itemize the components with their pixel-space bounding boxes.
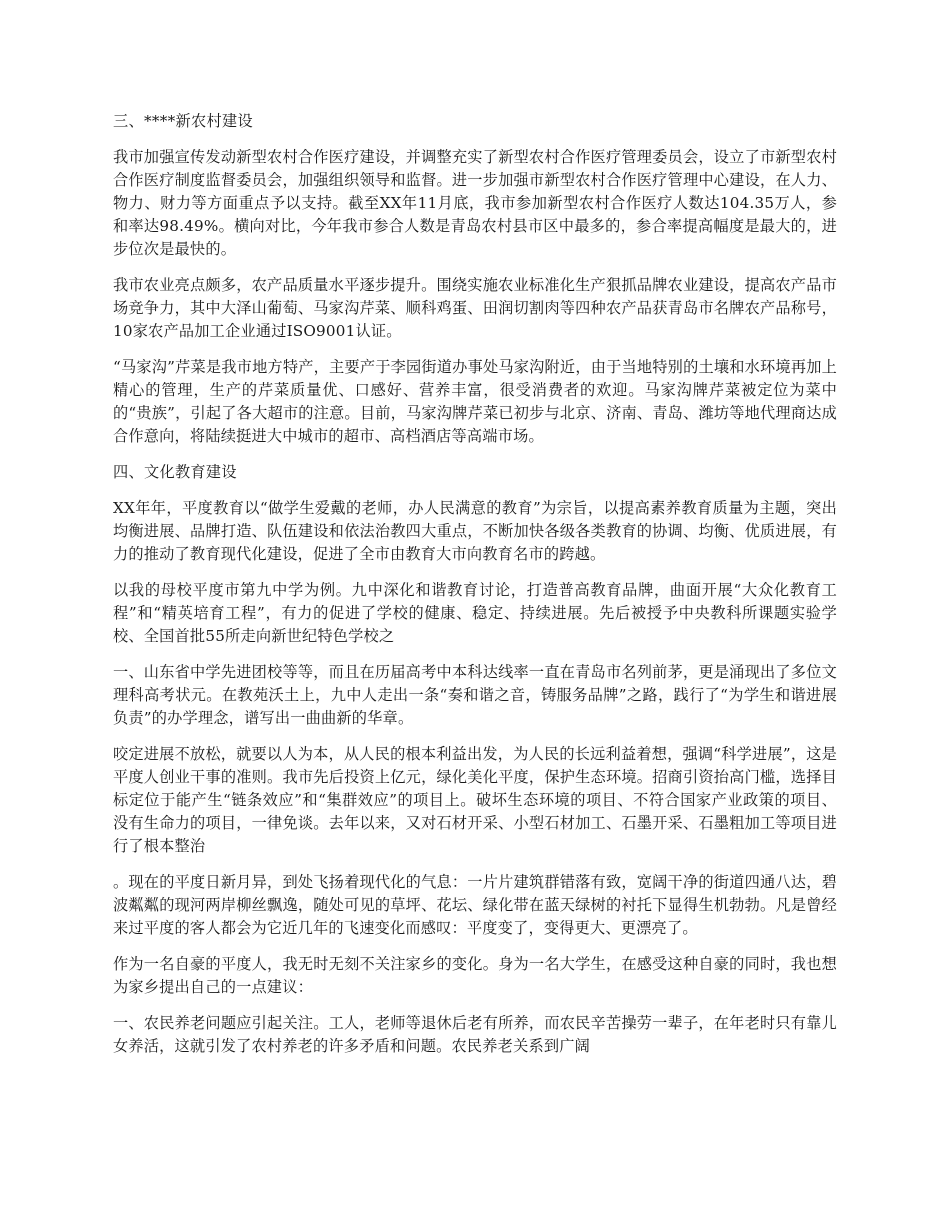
paragraph-city-change: 。现在的平度日新月异，到处飞扬着现代化的气息：一片片建筑群错落有致，宽阔干净的街道四通八达，碧波粼粼的现河两岸柳丝飘逸，随处可见的草坪、花坛、绿化带在蓝天绿树的衬托下显得生机勃勃。凡是曾经来过平度的客人都会为它近几年的飞速变化而感叹：平度变了，变得更大、更漂亮了。 — [113, 873, 837, 937]
paragraph-education-overview: XX年年，平度教育以“做学生爱戴的老师，办人民满意的教育”为宗旨，以提高素养教育质量为主题，突出均衡进展、品牌打造、队伍建设和依法治教四大重点，不断加快各级各类教育的协调、均衡、优质进展，有力的推动了教育现代化建设，促进了全市由教育大市向教育名市的跨越。 — [113, 499, 837, 563]
paragraph-celery: “马家沟”芹菜是我市地方特产，主要产于李园街道办事处马家沟附近，由于当地特别的土壤和水环境再加上精心的管理，生产的芹菜质量优、口感好、营养丰富，很受消费者的欢迎。马家沟牌芹菜被定位为菜中的“贵族”，引起了各大超市的注意。目前，马家沟牌芹菜已初步与北京、济南、青岛、潍坊等地代理商达成合作意向，将陆续挺进大中城市的超市、高档酒店等高端市场。 — [113, 358, 837, 445]
paragraph-school-honors: 一、山东省中学先进团校等等，而且在历届高考中本科达线率一直在青岛市名列前茅，更是涌现出了多位文理科高考状元。在教苑沃土上，九中人走出一条“奏和谐之音，铸服务品牌”之路，践行了“为学生和谐进展负责”的办学理念，谱写出一曲曲新的华章。 — [113, 663, 837, 727]
section-heading-education: 四、文化教育建设 — [113, 463, 237, 481]
paragraph-rural-medical: 我市加强宣传发动新型农村合作医疗建设，并调整充实了新型农村合作医疗管理委员会，设立了市新型农村合作医疗制度监督委员会，加强组织领导和监督。进一步加强市新型农村合作医疗管理中心建设，在人力、物力、财力等方面重点予以支持。截至XX年11月底，我市参加新型农村合作医疗人数达104.35万人，参和率达98.49%。横向对比，今年我市参合人数是青岛农村县市区中最多的，参合率提高幅度是最大的，进步位次是最快的。 — [113, 148, 837, 258]
paragraph-suggestion-intro: 作为一名自豪的平度人，我无时无刻不关注家乡的变化。身为一名大学生，在感受这种自豪的同时，我也想为家乡提出自己的一点建议： — [113, 955, 837, 996]
paragraph-ninth-school: 以我的母校平度市第九中学为例。九中深化和谐教育讨论，打造普高教育品牌，曲面开展“大众化教育工程”和“精英培育工程”，有力的促进了学校的健康、稳定、持续进展。先后被授予中央教科所课题实验学校、全国首批55所走向新世纪特色学校之 — [113, 581, 837, 645]
paragraph-pension: 一、农民养老问题应引起关注。工人，老师等退休后老有所养，而农民辛苦操劳一辈子，在年老时只有靠儿女养活，这就引发了农村养老的许多矛盾和问题。农民养老关系到广阔 — [113, 1014, 837, 1055]
section-heading-rural-construction: 三、****新农村建设 — [113, 112, 253, 130]
document-page — [113, 110, 837, 1071]
paragraph-agriculture: 我市农业亮点颇多，农产品质量水平逐步提升。围绕实施农业标准化生产狠抓品牌农业建设，提高农产品市场竞争力，其中大泽山葡萄、马家沟芹菜、顺科鸡蛋、田润切割肉等四种农产品获青岛市名牌农产品称号，10家农产品加工企业通过ISO9001认证。 — [113, 276, 837, 340]
paragraph-ecology: 咬定进展不放松，就要以人为本，从人民的根本利益出发，为人民的长远利益着想，强调“科学进展”，这是平度人创业干事的准则。我市先后投资上亿元，绿化美化平度，保护生态环境。招商引资抬高门槛，选择目标定位于能产生“链条效应”和“集群效应”的项目上。破坏生态环境的项目、不符合国家产业政策的项目、没有生命力的项目，一律免谈。去年以来，又对石材开采、小型石材加工、石墨开采、石墨粗加工等项目进行了根本整治 — [113, 745, 837, 855]
